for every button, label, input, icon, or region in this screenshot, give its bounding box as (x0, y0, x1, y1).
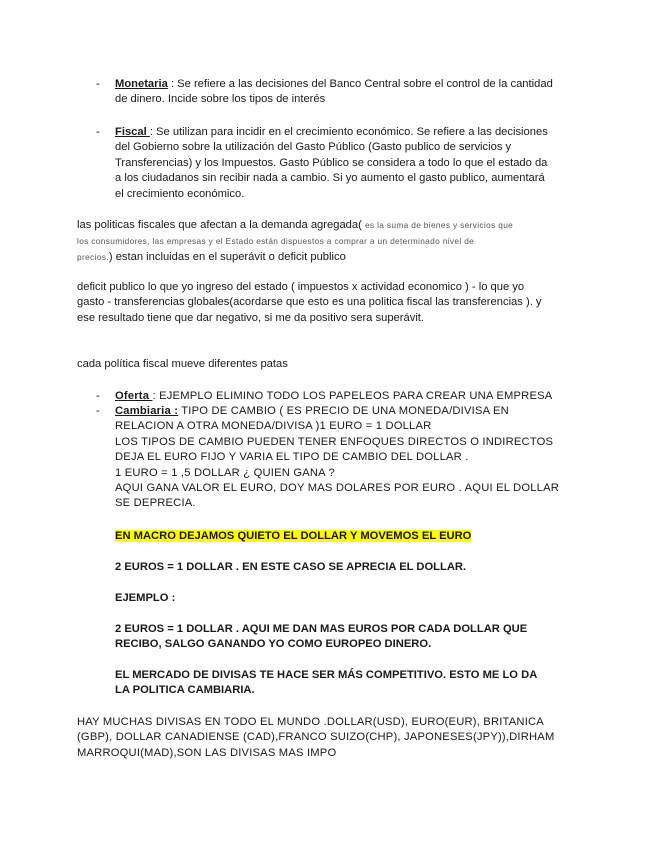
text-line: LOS TIPOS DE CAMBIO PUEDEN TENER ENFOQUES DIRECTOS O INDIRECTOS (115, 435, 554, 448)
text-line: 2 EUROS = 1 DOLLAR . AQUI ME DAN MAS EUROS POR CADA DOLLAR QUE (115, 623, 528, 635)
bullet-dash: - (96, 405, 100, 417)
bullet-oferta (115, 389, 552, 404)
text-line: SE DEPRECIA. (115, 497, 196, 510)
text-line: HAY MUCHAS DIVISAS EN TODO EL MUNDO .DOLLAR(USD), EURO(EUR), BRITANICA (77, 716, 544, 728)
paragraph-dos-euros: 2 EUROS = 1 DOLLAR . EN ESTE CASO SE APRECIA EL DOLLAR. (115, 561, 467, 573)
text-line: deficit publico lo que yo ingreso del estado ( impuestos x actividad economico ) - lo que yo (77, 281, 525, 293)
quote-text: precios. (77, 252, 109, 262)
text-line: ) estan incluidas en el superávit o deficit publico (108, 251, 346, 263)
text-line: RELACION A OTRA MONEDA/DIVISA )1 EURO = 1 DOLLAR (115, 420, 432, 433)
quote-text: los consumidores, las empresas y el Estado están dispuestos a comprar a un determinado nivel de (77, 236, 475, 246)
paragraph-divisas (77, 715, 555, 761)
text-line: TIPO DE CAMBIO ( ES PRECIO DE UNA MONEDA/DIVISA EN (178, 405, 509, 417)
paragraph-deficit (77, 280, 542, 326)
term-cambiaria: Cambiaria : (115, 405, 179, 417)
text-line: (GBP), DOLLAR CANADIENSE (CAD),FRANCO SUIZO(CHP), JAPONESES(JPY)),DIRHAM (77, 731, 555, 744)
text-line: a los ciudadanos sin recibir nada a cambio. Si yo aumento el gasto publico, aumentará (115, 172, 545, 185)
bullet-cambiaria (115, 404, 559, 512)
bullet-dash: - (96, 126, 100, 138)
bullet-dash: - (96, 390, 100, 402)
text-line: : EJEMPLO ELIMINO TODO LOS PAPELEOS PARA CREAR UNA EMPRESA (152, 390, 553, 402)
text-line: LA POLITICA CAMBIARIA. (115, 684, 255, 697)
text-line: de dinero. Incide sobre los tipos de interés (115, 93, 326, 106)
text-line: EL MERCADO DE DIVISAS TE HACE SER MÁS COMPETITIVO. ESTO ME LO DA (115, 669, 538, 681)
text-line: DEJA EL EURO FIJO Y VARIA EL TIPO DE CAMBIO DEL DOLLAR . (115, 451, 469, 464)
highlight-macro (115, 529, 471, 544)
term-fiscal: Fiscal (115, 126, 150, 138)
text-line: : Se refiere a las decisiones del Banco Central sobre el control de la cantidad (167, 78, 553, 90)
text-line: gasto - transferencias globales(acordarse que esto es una politica fiscal las transferencias ). y (77, 296, 542, 309)
bullet-fiscal (115, 125, 548, 202)
text-line: el crecimiento económico. (115, 187, 245, 200)
text-line: las politicas fiscales que afectan a la demanda agregada( (77, 219, 365, 231)
text-line: del Gobierno sobre la utilización del Gasto Público (Gasto publico de servicios y (115, 141, 512, 154)
highlighted-text: EN MACRO DEJAMOS QUIETO EL DOLLAR Y MOVEMOS EL EURO (115, 530, 472, 542)
text-line: AQUI GANA VALOR EL EURO, DOY MAS DOLARES POR EURO . AQUI EL DOLLAR (115, 482, 560, 495)
term-monetaria: Monetaria (115, 78, 168, 90)
text-line: 1 EURO = 1 ,5 DOLLAR ¿ QUIEN GANA ? (115, 466, 335, 479)
term-oferta: Oferta (115, 390, 153, 402)
paragraph-mercado (115, 668, 537, 699)
text-line: : Se utilizan para incidir en el crecimiento económico. Se refiere a las decisiones (149, 126, 548, 138)
text-line: MARROQUI(MAD),SON LAS DIVISAS MAS IMPO (77, 746, 337, 759)
text-line: ese resultado tiene que dar negativo, si me da positivo sera superávit. (77, 311, 425, 324)
paragraph-ejemplo (115, 622, 527, 653)
bullet-monetaria (115, 77, 553, 108)
paragraph-patas: cada política fiscal mueve diferentes patas (77, 358, 288, 370)
quote-text: es la suma de bienes y servicios que (364, 220, 514, 230)
bullet-dash: - (96, 78, 100, 90)
paragraph-politicas (77, 217, 513, 265)
heading-ejemplo: EJEMPLO : (115, 592, 176, 604)
text-line: RECIBO, SALGO GANANDO YO COMO EUROPEO DINERO. (115, 638, 432, 651)
text-line: Transferencias) y los Impuestos. Gasto Público se considera a todo lo que el estado da (115, 156, 548, 169)
